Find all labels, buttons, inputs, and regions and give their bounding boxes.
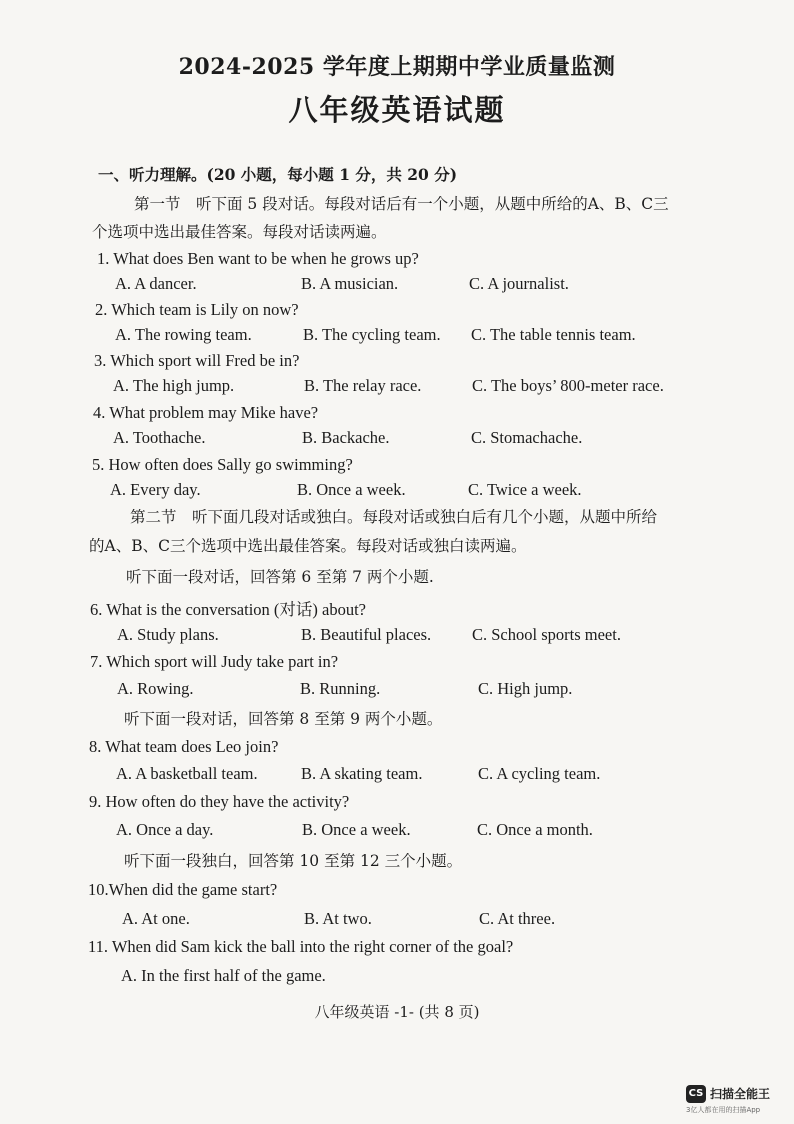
option-c: C. Once a month. — [477, 820, 593, 839]
question-2: 2. Which team is Lily on now? — [95, 300, 299, 319]
exam-title-line2: 八年级英语试题 — [288, 93, 506, 127]
watermark-app-name: 扫描全能王 — [710, 1087, 771, 1101]
option-c: C. School sports meet. — [472, 625, 621, 644]
option-c: C. High jump. — [478, 679, 573, 698]
part1-intro-line1: 第一节 听下面 5 段对话。每段对话后有一个小题，从题中所给的A、B、C三 — [134, 195, 669, 213]
question-11: 11. When did Sam kick the ball into the right corner of the goal? — [88, 937, 514, 956]
option-a: A. At one. — [122, 909, 190, 928]
option-b: B. Running. — [300, 679, 381, 698]
option-a: A. Toothache. — [113, 428, 206, 447]
group-note-6-7: 听下面一段对话，回答第 6 至第 7 两个小题. — [126, 568, 434, 586]
option-c: C. A journalist. — [469, 274, 569, 293]
section-heading: 一、听力理解。(20 小题，每小题 1 分，共 20 分) — [98, 165, 458, 184]
option-b: B. At two. — [304, 909, 372, 928]
option-a: A. Once a day. — [116, 820, 214, 839]
question-4: 4. What problem may Mike have? — [93, 403, 319, 422]
group-note-8-9: 听下面一段对话，回答第 8 至第 9 两个小题。 — [124, 710, 443, 728]
option-b: B. Once a week. — [302, 820, 411, 839]
page-footer: 八年级英语 -1- (共 8 页) — [314, 1003, 480, 1021]
option-a: A. In the first half of the game. — [121, 966, 326, 985]
option-a: A. A basketball team. — [116, 764, 258, 783]
part2-intro-line1: 第二节 听下面几段对话或独白。每段对话或独白后有几个小题，从题中所给 — [130, 508, 658, 526]
option-b: B. Backache. — [302, 428, 390, 447]
question-7: 7. Which sport will Judy take part in? — [90, 652, 339, 671]
option-b: B. The cycling team. — [303, 325, 441, 344]
option-a: A. The high jump. — [113, 376, 235, 395]
question-1: 1. What does Ben want to be when he grows up? — [97, 249, 419, 268]
option-b: B. Once a week. — [297, 480, 406, 499]
exam-title-line1: 2024-2025 学年度上期期中学业质量监测 — [178, 54, 616, 80]
question-6: 6. What is the conversation (对话) about? — [90, 600, 366, 619]
option-b: B. Beautiful places. — [301, 625, 432, 644]
question-10: 10.When did the game start? — [88, 880, 278, 899]
option-b: B. The relay race. — [304, 376, 422, 395]
option-a: A. Study plans. — [117, 625, 219, 644]
cs-logo-icon: CS — [686, 1085, 706, 1103]
option-c: C. At three. — [479, 909, 556, 928]
part1-intro-line2: 个选项中选出最佳答案。每段对话读两遍。 — [92, 223, 387, 241]
option-c: C. Twice a week. — [468, 480, 582, 499]
question-3: 3. Which sport will Fred be in? — [94, 351, 300, 370]
scanner-watermark — [686, 1085, 786, 1117]
option-a: A. A dancer. — [115, 274, 197, 293]
part2-intro-line2: 的A、B、C三个选项中选出最佳答案。每段对话或独白读两遍。 — [89, 537, 527, 555]
option-c: C. The table tennis team. — [471, 325, 636, 344]
option-c: C. The boys’ 800-meter race. — [472, 376, 664, 395]
group-note-10-12: 听下面一段独白，回答第 10 至第 12 三个小题。 — [124, 852, 463, 870]
option-c: C. Stomachache. — [471, 428, 583, 447]
option-b: B. A musician. — [301, 274, 399, 293]
option-a: A. The rowing team. — [115, 325, 252, 344]
question-5: 5. How often does Sally go swimming? — [92, 455, 353, 474]
option-b: B. A skating team. — [301, 764, 423, 783]
question-9: 9. How often do they have the activity? — [89, 792, 350, 811]
question-8: 8. What team does Leo join? — [89, 737, 279, 756]
watermark-tagline: 3亿人都在用的扫描App — [686, 1106, 761, 1114]
option-a: A. Every day. — [110, 480, 201, 499]
option-a: A. Rowing. — [117, 679, 194, 698]
option-c: C. A cycling team. — [478, 764, 601, 783]
